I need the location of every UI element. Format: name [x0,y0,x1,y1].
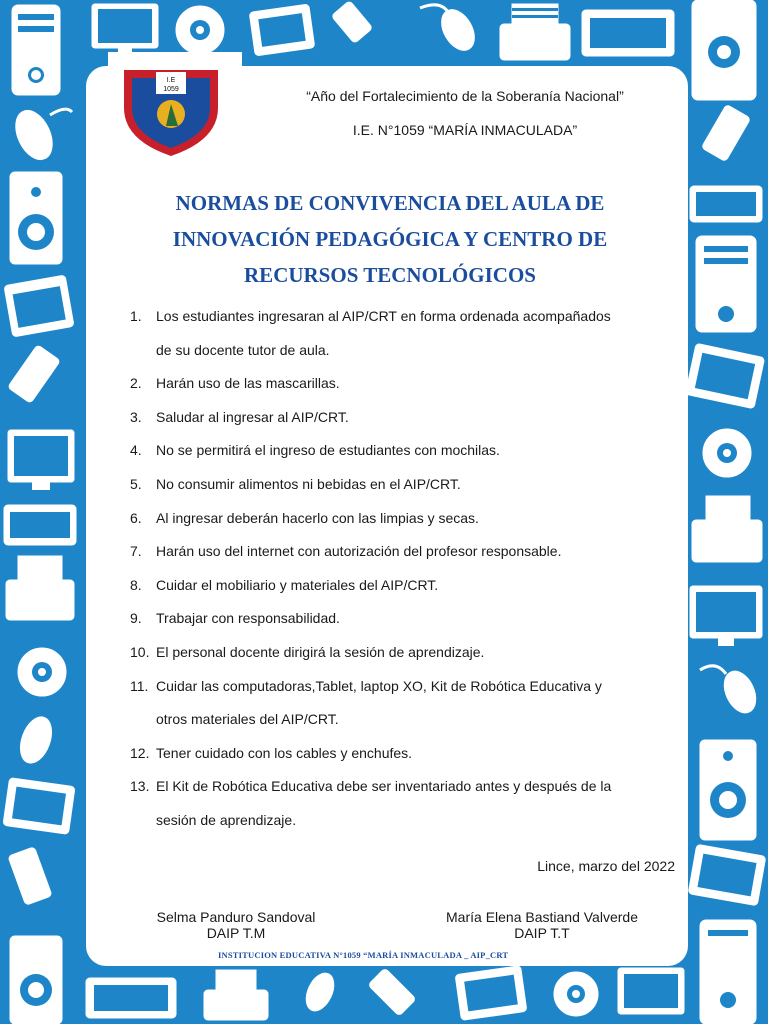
rule-number: 10. [130,643,150,660]
usb-drive-icon [368,968,416,1016]
rule-text: Harán uso de las mascarillas. [156,375,340,392]
year-motto: “Año del Fortalecimiento de la Soberanía Nacional” [306,88,624,104]
rule-item [130,300,675,334]
rule-item [130,434,675,468]
rule-number: 3. [130,408,142,425]
svg-text:I.E: I.E [166,77,176,84]
footer-text: INSTITUCION EDUCATIVA N°1059 “MARÍA INMACULADA _ AIP_CRT [218,950,509,960]
tablet-icon [249,4,315,56]
rule-item-continuation [130,804,675,838]
rule-item [130,367,675,401]
rule-text: Saludar al ingresar al AIP/CRT. [156,408,349,425]
rule-number: 5. [130,475,142,492]
usb-drive-icon [331,0,373,43]
school-shield-icon [108,52,242,162]
rule-text: El Kit de Robótica Educativa debe ser inventariado antes y después de la [156,778,612,795]
rule-item [130,502,675,536]
rule-item [130,602,675,636]
speaker-icon [10,172,62,264]
rule-number: 9. [130,610,142,627]
speaker-icon [700,740,756,840]
title-line: RECURSOS TECNOLÓGICOS [244,263,536,287]
rule-number: 12. [130,744,150,761]
title-line: INNOVACIÓN PEDAGÓGICA Y CENTRO DE [172,227,608,251]
rule-item [130,770,675,804]
mouse-icon [301,969,340,1015]
cd-icon [176,6,224,54]
rule-text: Trabajar con responsabilidad. [156,610,340,627]
rule-text: Al ingresar deberán hacerlo con las limpias y secas. [156,509,479,526]
rule-item [130,737,675,771]
monitor-icon [618,968,684,1014]
printer-icon [692,496,762,562]
rule-text: Tener cuidado con los cables y enchufes. [156,744,413,761]
rule-text: Cuidar las computadoras,Tablet, laptop XO, Kit de Robótica Educativa y [156,677,602,694]
tablet-icon [4,275,74,337]
mouse-icon [700,666,762,718]
monitor-icon [690,586,762,646]
rule-number: 13. [130,778,150,795]
rule-text: El personal docente dirigirá la sesión de aprendizaje. [156,643,485,660]
school-logo [108,52,242,162]
signature-role: DAIP T.M [206,925,266,941]
tablet-icon [685,343,764,408]
cd-icon [703,429,751,477]
rule-text: sesión de aprendizaje. [156,811,297,828]
printer-icon [6,556,74,620]
rule-text: Los estudiantes ingresaran al AIP/CRT en forma ordenada acompañados [156,308,611,324]
rule-number: 1. [130,308,142,324]
monitor-icon [8,430,74,490]
rule-text: de su docente tutor de aula. [156,341,330,358]
mouse-icon [420,4,481,56]
rule-item-continuation [130,334,675,368]
rule-number: 7. [130,543,142,560]
mouse-icon [15,713,58,768]
speaker-icon [10,936,62,1024]
rules-list [130,300,675,838]
keyboard-icon [690,186,762,222]
rule-number: 8. [130,576,142,593]
page-title [120,185,660,293]
rule-item [130,636,675,670]
printer-icon [204,970,268,1020]
signature-block [136,909,336,941]
signature-name: María Elena Bastiand Valverde [446,909,638,925]
cd-icon [18,648,66,696]
rule-text: Harán uso del internet con autorización del profesor responsable. [156,543,562,560]
printer-icon [500,4,570,60]
rule-text: No se permitirá el ingreso de estudiantes con mochilas. [156,442,500,459]
mouse-icon [9,105,72,166]
rule-text: otros materiales del AIP/CRT. [156,711,339,728]
rule-item [130,468,675,502]
place-date: Lince, marzo del 2022 [537,858,675,874]
rule-item [130,670,675,704]
signature-block [422,909,662,941]
usb-drive-icon [701,104,750,161]
cd-icon [554,972,598,1016]
title-line: NORMAS DE CONVIVENCIA DEL AULA DE [175,191,605,215]
rule-number: 11. [130,677,149,694]
rule-number: 4. [130,442,142,459]
rule-item-continuation [130,703,675,737]
keyboard-icon [86,978,176,1018]
rule-item [130,569,675,603]
signature-name: Selma Panduro Sandoval [156,909,316,925]
computer-tower-icon [696,236,756,332]
keyboard-icon [582,10,674,56]
usb-drive-icon [8,847,52,905]
rule-item [130,401,675,435]
tablet-icon [3,778,75,835]
signature-role: DAIP T.T [514,925,570,941]
rule-number: 2. [130,375,142,392]
svg-text:1059: 1059 [163,86,179,93]
rule-number: 6. [130,509,142,526]
tablet-icon [455,966,527,1021]
computer-tower-icon [692,0,756,100]
rule-item [130,535,675,569]
rule-text: No consumir alimentos ni bebidas en el AIP/CRT. [156,475,461,492]
monitor-icon [92,4,158,56]
tablet-icon [688,844,766,905]
usb-drive-icon [8,345,61,404]
keyboard-icon [4,505,76,545]
rule-text: Cuidar el mobiliario y materiales del AIP/CRT. [156,576,439,593]
school-name: I.E. N°1059 “MARÍA INMACULADA” [352,122,578,138]
computer-tower-icon [12,5,60,95]
computer-tower-icon [700,920,756,1024]
